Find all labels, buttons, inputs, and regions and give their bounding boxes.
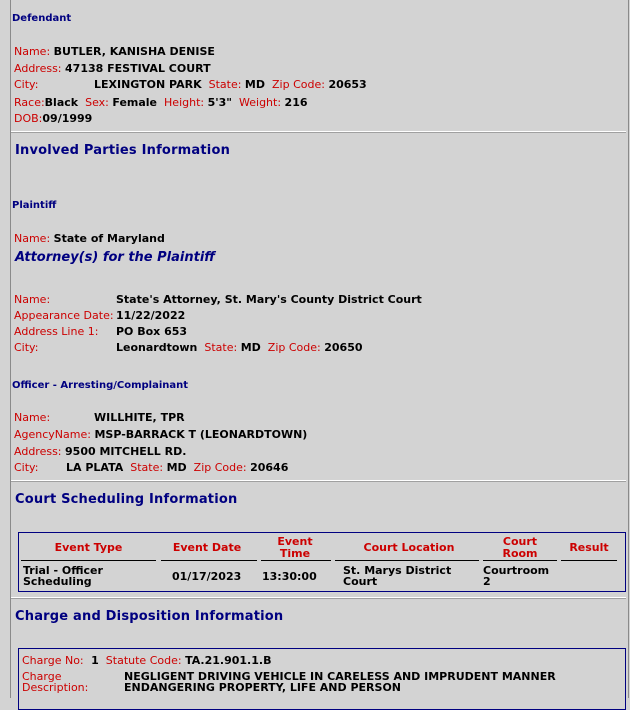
charge-disposition-heading: Charge and Disposition Information [15, 609, 284, 624]
defendant-address-row [14, 62, 211, 75]
court-scheduling-heading: Court Scheduling Information [15, 492, 238, 507]
col-event-date: Event Date [172, 541, 242, 554]
defendant-race-label: Race: [14, 96, 45, 109]
cell-court-room-line1: Courtroom [483, 564, 550, 577]
header-underline [561, 560, 617, 561]
defendant-weight-label: Weight: [239, 96, 282, 109]
defendant-weight: 216 [284, 96, 308, 109]
defendant-address-label: Address: [14, 62, 62, 75]
officer-name: WILLHITE, TPR [94, 411, 185, 424]
defendant-name-label: Name: [14, 45, 51, 58]
cell-court-location-line2: Court [343, 575, 378, 588]
officer-agency: MSP-BARRACK T (LEONARDTOWN) [94, 428, 308, 441]
section-divider [11, 597, 626, 599]
court-schedule-table [18, 532, 626, 592]
charge-description-line1: NEGLIGENT DRIVING VEHICLE IN CARELESS AND IMPRUDENT MANNER [124, 670, 556, 683]
header-underline [335, 560, 479, 561]
charge-no: 1 [91, 654, 99, 667]
officer-city: LA PLATA [66, 461, 124, 474]
attorney-state: MD [240, 341, 261, 354]
header-underline [483, 560, 557, 561]
officer-city-row [66, 461, 288, 474]
plaintiff-heading: Plaintiff [12, 200, 57, 211]
officer-zip: 20646 [250, 461, 289, 474]
cell-court-room [483, 565, 549, 587]
statute-code-label: Statute Code: [105, 654, 182, 667]
attorney-name: State's Attorney, St. Mary's County District Court [116, 293, 422, 306]
defendant-dob-label: DOB: [14, 112, 43, 125]
attorney-city: Leonardtown [116, 341, 198, 354]
defendant-name: BUTLER, KANISHA DENISE [53, 45, 215, 58]
charge-number-row [22, 654, 271, 667]
defendant-state: MD [244, 78, 265, 91]
defendant-name-row [14, 45, 215, 58]
col-event-time-line1: Event [277, 535, 313, 548]
charge-box [18, 648, 626, 710]
cell-event-type [23, 565, 103, 587]
officer-name-label: Name: [14, 411, 51, 424]
defendant-state-label: State: [208, 78, 242, 91]
plaintiff-name: State of Maryland [53, 232, 165, 245]
defendant-race: Black [44, 96, 79, 109]
section-divider [11, 480, 626, 482]
officer-zip-label: Zip Code: [193, 461, 247, 474]
attorney-zip: 20650 [324, 341, 363, 354]
col-event-time [259, 536, 331, 560]
officer-state: MD [166, 461, 187, 474]
col-result: Result [569, 541, 609, 554]
attorney-state-label: State: [204, 341, 238, 354]
charge-description-line2: ENDANGERING PROPERTY, LIFE AND PERSON [124, 681, 401, 694]
cell-event-type-line1: Trial - Officer [23, 564, 103, 577]
cell-court-location-line1: St. Marys District [343, 564, 452, 577]
defendant-dob: 09/1999 [42, 112, 93, 125]
header-underline [261, 560, 331, 561]
plaintiff-name-row [14, 232, 165, 245]
header-underline [161, 560, 257, 561]
attorney-address: PO Box 653 [116, 325, 188, 338]
officer-address-row [14, 445, 186, 458]
defendant-height-label: Height: [164, 96, 205, 109]
officer-address-label: Address: [14, 445, 62, 458]
officer-address: 9500 MITCHELL RD. [65, 445, 187, 458]
cell-event-time: 13:30:00 [262, 570, 317, 583]
col-event-time-line2: Time [279, 547, 311, 560]
attorney-heading: Attorney(s) for the Plaintiff [15, 250, 216, 265]
attorney-zip-label: Zip Code: [267, 341, 321, 354]
attorney-city-row [116, 341, 363, 354]
defendant-height: 5'3" [207, 96, 233, 109]
charge-no-label: Charge No: [22, 654, 84, 667]
defendant-sex-label: Sex: [85, 96, 109, 109]
defendant-dob-row [14, 112, 92, 125]
col-court-room-line2: Room [502, 547, 538, 560]
charge-description-label-line2: Description: [22, 681, 89, 694]
defendant-zip: 20653 [328, 78, 367, 91]
charge-description [124, 671, 556, 693]
col-court-location: Court Location [363, 541, 455, 554]
officer-agency-row [14, 428, 307, 441]
cell-event-type-line2: Scheduling [23, 575, 92, 588]
col-event-type: Event Type [54, 541, 123, 554]
charge-description-label [22, 671, 88, 693]
attorney-city-label: City: [14, 341, 39, 354]
appearance-date-label: Appearance Date: [14, 309, 114, 322]
header-underline [21, 560, 156, 561]
defendant-city-label: City: [14, 78, 39, 91]
officer-state-label: State: [130, 461, 164, 474]
defendant-heading: Defendant [12, 13, 72, 24]
defendant-address: 47138 FESTIVAL COURT [65, 62, 211, 75]
defendant-city-row [94, 78, 367, 91]
officer-heading: Officer - Arresting/Complainant [12, 380, 189, 391]
col-court-room [483, 536, 557, 560]
cell-event-date: 01/17/2023 [172, 570, 242, 583]
col-court-room-line1: Court [502, 535, 538, 548]
involved-parties-heading: Involved Parties Information [15, 143, 231, 158]
defendant-sex: Female [112, 96, 158, 109]
charge-description-label-line1: Charge [22, 670, 62, 683]
defendant-city: LEXINGTON PARK [94, 78, 202, 91]
defendant-zip-label: Zip Code: [272, 78, 325, 91]
defendant-physical-row [14, 96, 308, 109]
cell-court-location [343, 565, 451, 587]
officer-city-label: City: [14, 461, 39, 474]
plaintiff-name-label: Name: [14, 232, 51, 245]
appearance-date: 11/22/2022 [116, 309, 186, 322]
section-divider [11, 131, 626, 133]
attorney-name-label: Name: [14, 293, 51, 306]
officer-agency-label: AgencyName: [14, 428, 91, 441]
statute-code: TA.21.901.1.B [185, 654, 272, 667]
cell-court-room-line2: 2 [483, 575, 491, 588]
attorney-address-label: Address Line 1: [14, 325, 99, 338]
